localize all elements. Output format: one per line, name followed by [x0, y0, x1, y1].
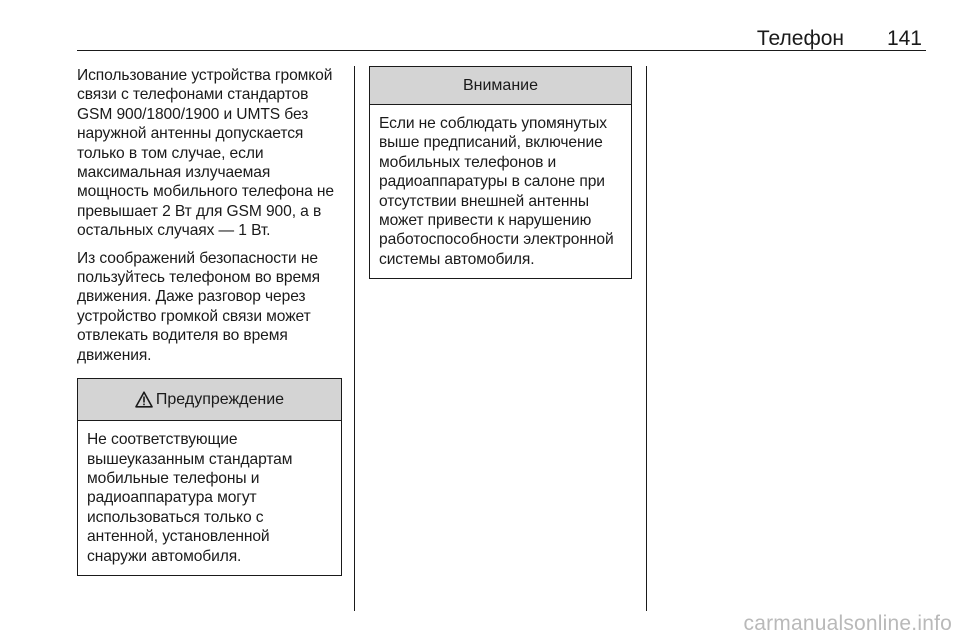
- column-divider-1: [354, 66, 355, 611]
- column-middle: [369, 66, 632, 279]
- warning-triangle-icon: [135, 391, 153, 408]
- column-left: [77, 66, 342, 576]
- notice-box-title: Внимание: [462, 76, 538, 94]
- page-header: [77, 26, 926, 52]
- warning-box-text: Не соответствующие вышеуказанным стандартам мобильные телефоны и радиоаппаратура могут использоваться только с антенной, установленной снаружи автомобиля.: [87, 431, 293, 565]
- notice-box-header: [370, 67, 631, 105]
- paragraph-safety: Из соображений безопасности не пользуйтесь телефоном во время движения. Даже разговор через устройство громкой связи может отвлекать водителя во время движения.: [77, 249, 321, 364]
- watermark-text: carmanualsonline.info: [743, 612, 952, 635]
- column-divider-2: [646, 66, 647, 611]
- page-title: Телефон: [756, 27, 844, 50]
- warning-box: [77, 378, 342, 576]
- warning-box-title: Предупреждение: [155, 390, 285, 408]
- paragraph-gsm-limits: Использование устройства громкой связи с телефонами стандартов GSM 900/1800/1900 и UMTS без наружной антенны допускается только в том случае, если максимальная излучаемая мощность мобильного телефона не превышает 2 Вт для GSM 900, а в остальных случаях — 1 Вт.: [77, 67, 334, 240]
- header-rule: [77, 50, 926, 51]
- page-number: 141: [886, 27, 922, 50]
- notice-box: [369, 66, 632, 279]
- notice-box-text: Если не соблюдать упомянутых выше предписаний, включение мобильных телефонов и радиоаппаратуры в салоне при отсутствии внешней антенны может привести к нарушению работоспособности электронной системы автомобиля.: [379, 115, 614, 268]
- warning-box-header: [78, 379, 341, 421]
